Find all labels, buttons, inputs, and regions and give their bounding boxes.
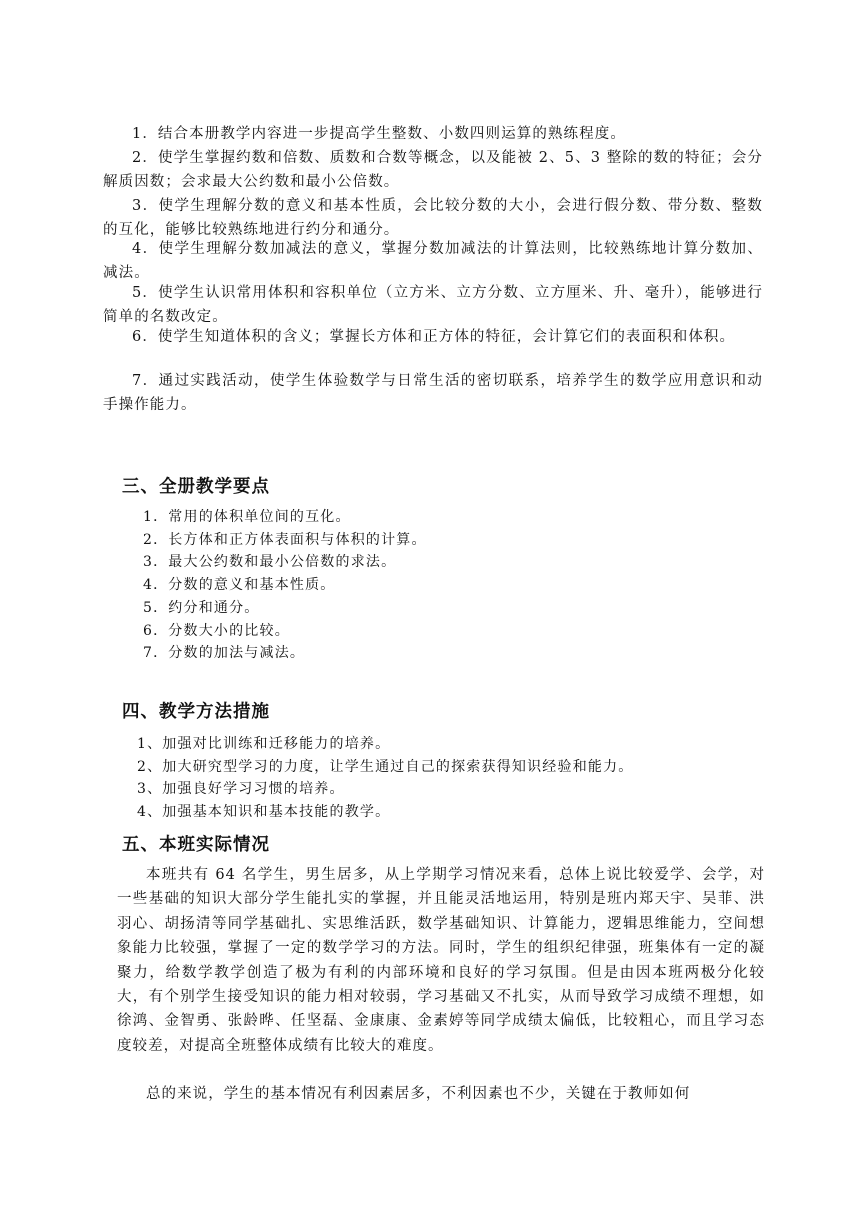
teaching-methods-list: [137, 733, 634, 823]
section-heading-class-situation: 五、本班实际情况: [122, 835, 270, 855]
section-heading-teaching-methods: 四、教学方法措施: [122, 702, 270, 722]
class-situation-paragraph: 本班共有 64 名学生，男生居多，从上学期学习情况来看，总体上说比较爱学、会学，对一些基础的知识大部分学生能扎实的掌握，并且能灵活地运用，特别是班内郑天宇、吴菲、洪羽心、胡扬清等同学基础扎、实思维活跃，数学基础知识、计算能力，逻辑思维能力，空间想象能力比较强，掌握了一定的数学学习的方法。同时，学生的组织纪律强，班集体有一定的凝聚力，给数学教学创造了极为有利的内部环境和良好的学习氛围。但是由因本班两极分化较大，有个别学生接受知识的能力相对较弱，学习基础又不扎实，从而导致学习成绩不理想，如徐鸿、金智勇、张龄晔、任坚磊、金康康、金素婷等同学成绩太偏低，比较粗心，而且学习态度较差，对提高全班整体成绩有比较大的难度。: [117, 867, 765, 1054]
objective-5: 5．使学生认识常用体积和容积单位（立方米、立方分数、立方厘米、升、毫升），能够进行简单的名数改定。: [103, 285, 763, 325]
section-heading-key-points: 三、全册教学要点: [122, 477, 270, 497]
list-item: 3．最大公约数和最小公倍数的求法。: [143, 554, 397, 571]
objective-2: 2．使学生掌握约数和倍数、质数和合数等概念，以及能被 2、5、3 整除的数的特征；会分解质因数；会求最大公约数和最小公倍数。: [103, 150, 763, 190]
objective-3: 3．使学生理解分数的意义和基本性质，会比较分数的大小，会进行假分数、带分数、整数的互化，能够比较熟练地进行约分和通分。: [103, 198, 763, 238]
objective-4: 4．使学生理解分数加减法的意义，掌握分数加减法的计算法则，比较熟练地计算分数加、减法。: [103, 241, 763, 281]
objective-7: 7．通过实践活动，使学生体验数学与日常生活的密切联系，培养学生的数学应用意识和动手操作能力。: [103, 373, 763, 413]
list-item: 4、加强基本知识和基本技能的教学。: [137, 803, 391, 820]
list-item: 6．分数大小的比较。: [143, 622, 290, 639]
list-item: 2、加大研究型学习的力度，让学生通过自己的探索获得知识经验和能力。: [137, 758, 634, 775]
list-item: 5．约分和通分。: [143, 599, 260, 616]
list-item: 2．长方体和正方体表面积与体积的计算。: [143, 531, 427, 548]
objective-6: 6．使学生知道体积的含义；掌握长方体和正方体的特征，会计算它们的表面积和体积。: [132, 329, 736, 345]
list-item: 1．常用的体积单位间的互化。: [143, 509, 351, 525]
list-item: 3、加强良好学习习惯的培养。: [137, 781, 345, 797]
list-item: 4．分数的意义和基本性质。: [143, 577, 336, 594]
key-points-list: [143, 506, 427, 665]
list-item: 1、加强对比训练和迁移能力的培养。: [137, 736, 391, 752]
objective-1: 1．结合本册教学内容进一步提高学生整数、小数四则运算的熟练程度。: [132, 126, 626, 142]
class-summary-paragraph: 总的来说，学生的基本情况有利因素居多，不利因素也不少，关键在于教师如何: [146, 1086, 691, 1102]
list-item: 7．分数的加法与减法。: [143, 645, 306, 662]
